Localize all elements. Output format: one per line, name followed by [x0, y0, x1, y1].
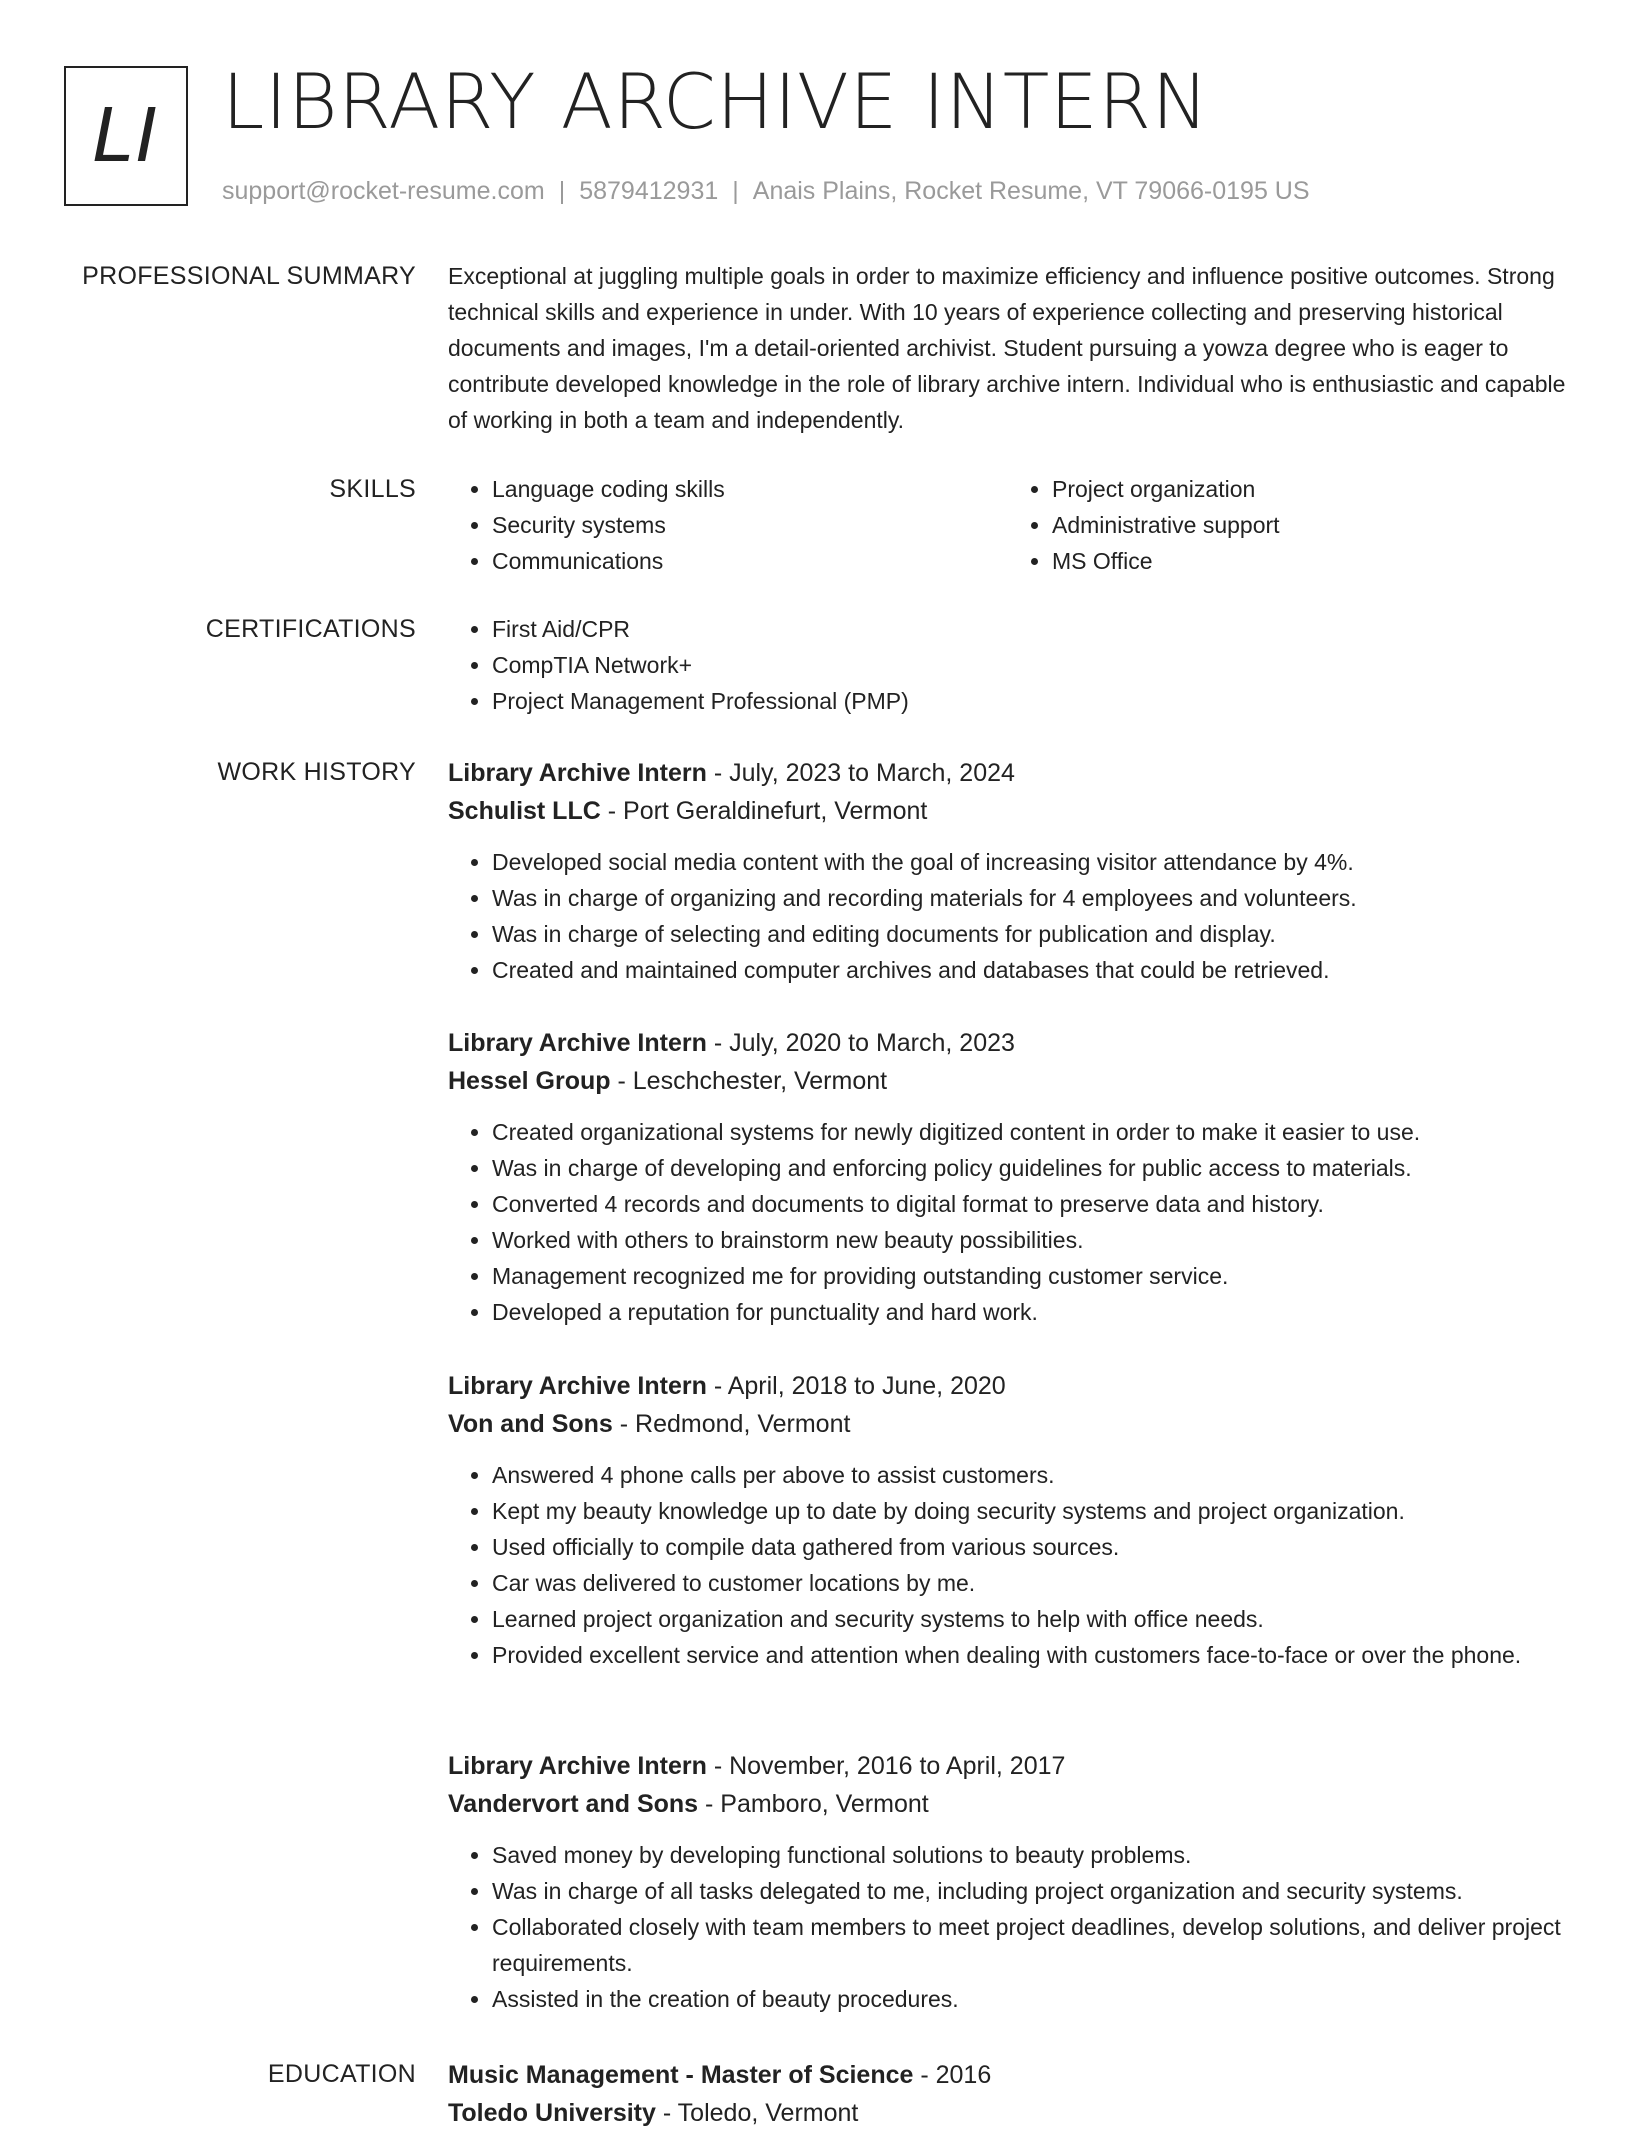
skills-column-right [1008, 471, 1568, 579]
list-item: • Was in charge of developing and enforcing policy guidelines for public access to materials. [492, 1150, 1568, 1186]
job-location: - Leschchester, Vermont [610, 1067, 888, 1095]
list-item: • Car was delivered to customer locations by me. [492, 1565, 1568, 1601]
list-item: • Was in charge of all tasks delegated to me, including project organization and security systems. [492, 1873, 1568, 1909]
education-year: - 2016 [913, 2061, 992, 2089]
contact-address: Anais Plains, Rocket Resume, VT 79066-0195 US [752, 177, 1310, 205]
list-item: • Management recognized me for providing outstanding customer service. [492, 1258, 1568, 1294]
job-company: Vandervort and Sons [448, 1790, 699, 1818]
list-item: • Learned project organization and security systems to help with office needs. [492, 1601, 1568, 1637]
list-item: • Project Management Professional (PMP) [492, 683, 1568, 719]
job-title: Library Archive Intern [448, 759, 707, 787]
job-title-line [448, 754, 1568, 792]
education-school: Toledo University [448, 2099, 656, 2127]
skills-column-left [448, 471, 1008, 579]
job-dates: - July, 2023 to March, 2024 [706, 759, 1015, 787]
job-company: Von and Sons [448, 1410, 613, 1438]
job-company-line [448, 1785, 1568, 1823]
certifications-list [448, 611, 1568, 719]
list-item: • CompTIA Network+ [492, 647, 1568, 683]
contact-separator: | [558, 177, 566, 205]
list-item: • Created and maintained computer archives and databases that could be retrieved. [492, 952, 1568, 988]
job-company: Hessel Group [448, 1067, 611, 1095]
job-dates: - July, 2020 to March, 2023 [706, 1029, 1015, 1057]
job-title: Library Archive Intern [448, 1029, 707, 1057]
list-item: • Answered 4 phone calls per above to assist customers. [492, 1457, 1568, 1493]
job-dates: - November, 2016 to April, 2017 [706, 1752, 1066, 1780]
education-degree: Music Management - Master of Science [448, 2061, 914, 2089]
section-heading: CERTIFICATIONS [205, 615, 416, 643]
list-item: • Kept my beauty knowledge up to date by doing security systems and project organization. [492, 1493, 1568, 1529]
job-company-line [448, 792, 1568, 830]
list-item: • Provided excellent service and attention when dealing with customers face-to-face or over the phone. [492, 1637, 1568, 1673]
list-item: • Worked with others to brainstorm new beauty possibilities. [492, 1222, 1568, 1258]
list-item: • Was in charge of organizing and recording materials for 4 employees and volunteers. [492, 880, 1568, 916]
summary-text: Exceptional at juggling multiple goals in order to maximize efficiency and influence positive outcomes. Strong technical skills and experience in under. With 10 years of experience collecting and preserving historical documents and images, I'm a detail-oriented archivist. Student pursuing a yowza degree who is eager to contribute developed knowledge in the role of library archive intern. Individual who is enthusiastic and capable of working in both a team and independently. [448, 263, 1566, 433]
list-item: • Project organization [1052, 471, 1568, 507]
list-item: • Created organizational systems for newly digitized content in order to make it easier to use. [492, 1114, 1568, 1150]
job-title-line [448, 1367, 1568, 1405]
list-item: • MS Office [1052, 543, 1568, 579]
job-title: Library Archive Intern [448, 1752, 707, 1780]
section-heading: PROFESSIONAL SUMMARY [82, 262, 416, 290]
job-title-line [448, 1024, 1568, 1062]
contact-separator: | [732, 177, 739, 205]
job-location: - Port Geraldinefurt, Vermont [600, 797, 928, 825]
job-location: - Redmond, Vermont [612, 1410, 851, 1438]
job-company: Schulist LLC [448, 797, 601, 825]
contact-email: support@rocket-resume.com [222, 177, 545, 205]
job-bullets [448, 844, 1568, 988]
list-item: • Administrative support [1052, 507, 1568, 543]
contact-phone: 5879412931 [579, 177, 719, 205]
education-location: - Toledo, Vermont [655, 2099, 859, 2127]
section-heading: WORK HISTORY [217, 758, 416, 786]
section-heading: SKILLS [329, 475, 416, 503]
list-item: • Assisted in the creation of beauty procedures. [492, 1981, 1568, 2017]
list-item: • Language coding skills [492, 471, 1008, 507]
list-item: • Collaborated closely with team members to meet project deadlines, develop solutions, and deliver project requirements. [492, 1909, 1568, 1981]
list-item: • First Aid/CPR [492, 611, 1568, 647]
job-dates: - April, 2018 to June, 2020 [706, 1372, 1006, 1400]
list-item: • Developed a reputation for punctuality and hard work. [492, 1294, 1568, 1330]
list-item: • Converted 4 records and documents to digital format to preserve data and history. [492, 1186, 1568, 1222]
job-location: - Pamboro, Vermont [698, 1790, 929, 1818]
monogram-logo: LI [64, 66, 188, 206]
candidate-title: LIBRARY ARCHIVE INTERN [222, 57, 1209, 146]
skills-list [448, 471, 1568, 579]
job-bullets [448, 1837, 1568, 2017]
list-item: • Communications [492, 543, 1008, 579]
section-heading: EDUCATION [267, 2060, 416, 2088]
education-degree-line [448, 2056, 1568, 2094]
job-company-line [448, 1405, 1568, 1443]
job-company-line [448, 1062, 1568, 1100]
list-item: • Security systems [492, 507, 1008, 543]
contact-line [222, 176, 1310, 206]
list-item: • Developed social media content with the goal of increasing visitor attendance by 4%. [492, 844, 1568, 880]
job-bullets [448, 1114, 1568, 1330]
list-item: • Used officially to compile data gathered from various sources. [492, 1529, 1568, 1565]
job-title-line [448, 1747, 1568, 1785]
list-item: • Saved money by developing functional solutions to beauty problems. [492, 1837, 1568, 1873]
job-title: Library Archive Intern [448, 1372, 707, 1400]
list-item: • Was in charge of selecting and editing documents for publication and display. [492, 916, 1568, 952]
job-bullets [448, 1457, 1568, 1673]
education-school-line [448, 2094, 1568, 2132]
